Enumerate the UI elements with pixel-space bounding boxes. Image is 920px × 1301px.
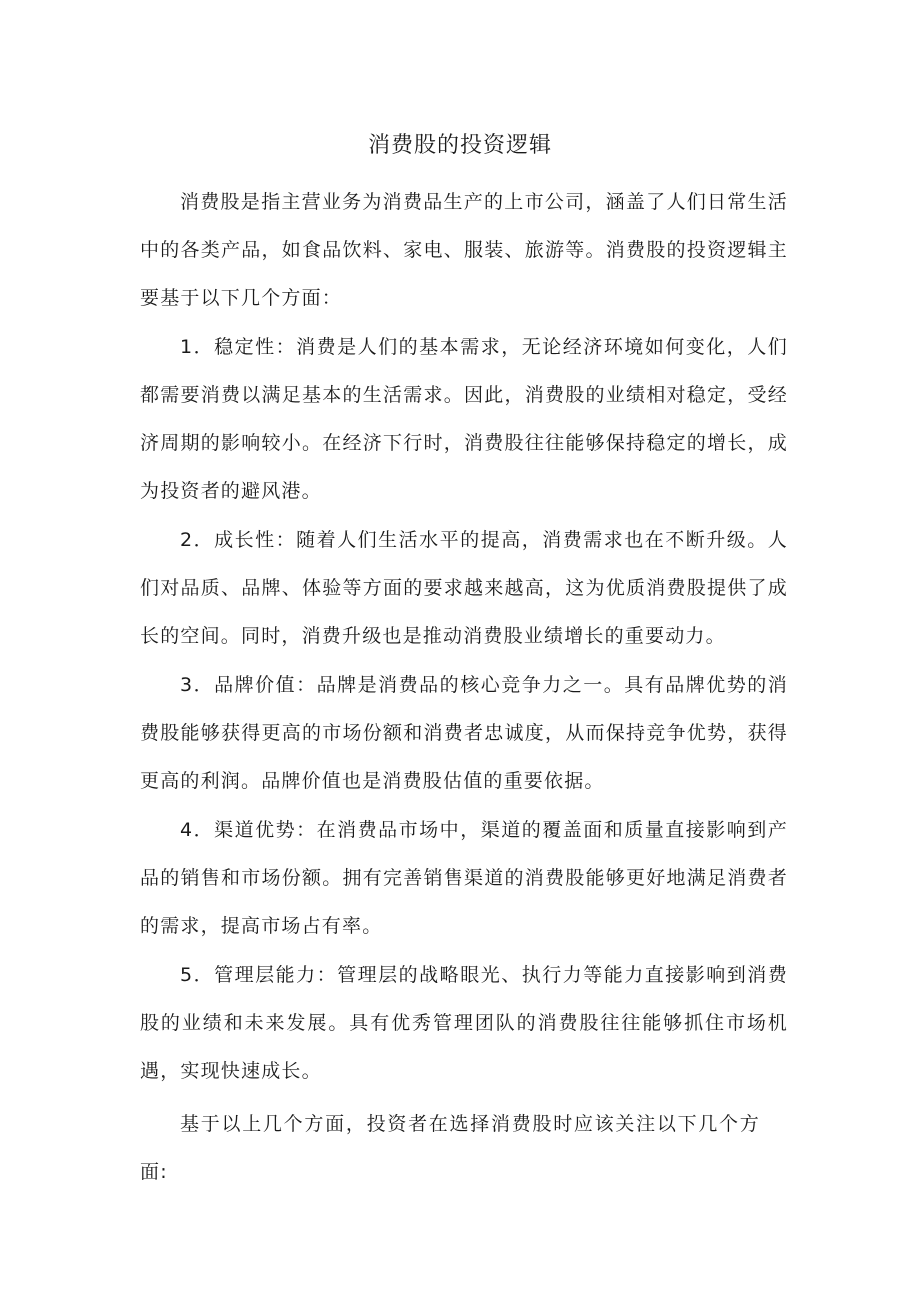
page-title: 消费股的投资逻辑 — [367, 133, 552, 158]
conclusion-paragraph: 基于以上几个方面，投资者在选择消费股时应该关注以下几个方面: — [140, 1113, 760, 1183]
point-channel-advantage-paragraph: 4．渠道优势：在消费品市场中，渠道的覆盖面和质量直接影响到产品的销售和市场份额。拥有完善销售渠道的消费股能够更好地满足消费者的需求，提高市场占有率。 — [140, 819, 788, 937]
intro-paragraph: 消费股是指主营业务为消费品生产的上市公司，涵盖了人们日常生活中的各类产品，如食品饮料、家电、服装、旅游等。消费股的投资逻辑主要基于以下几个方面： — [140, 191, 788, 309]
point-growth-paragraph: 2．成长性：随着人们生活水平的提高，消费需求也在不断升级。人们对品质、品牌、体验等方面的要求越来越高，这为优质消费股提供了成长的空间。同时，消费升级也是推动消费股业绩增长的重要动力。 — [140, 529, 788, 647]
point-brand-value-paragraph: 3．品牌价值：品牌是消费品的核心竞争力之一。具有品牌优势的消费股能够获得更高的市场份额和消费者忠诚度，从而保持竞争优势，获得更高的利润。品牌价值也是消费股估值的重要依据。 — [140, 674, 788, 792]
point-management-paragraph: 5．管理层能力：管理层的战略眼光、执行力等能力直接影响到消费股的业绩和未来发展。具有优秀管理团队的消费股往往能够抓住市场机遇，实现快速成长。 — [140, 964, 788, 1082]
point-stability-paragraph: 1．稳定性：消费是人们的基本需求，无论经济环境如何变化，人们都需要消费以满足基本的生活需求。因此，消费股的业绩相对稳定，受经济周期的影响较小。在经济下行时，消费股往往能够保持稳定的增长，成为投资者的避风港。 — [140, 336, 788, 502]
